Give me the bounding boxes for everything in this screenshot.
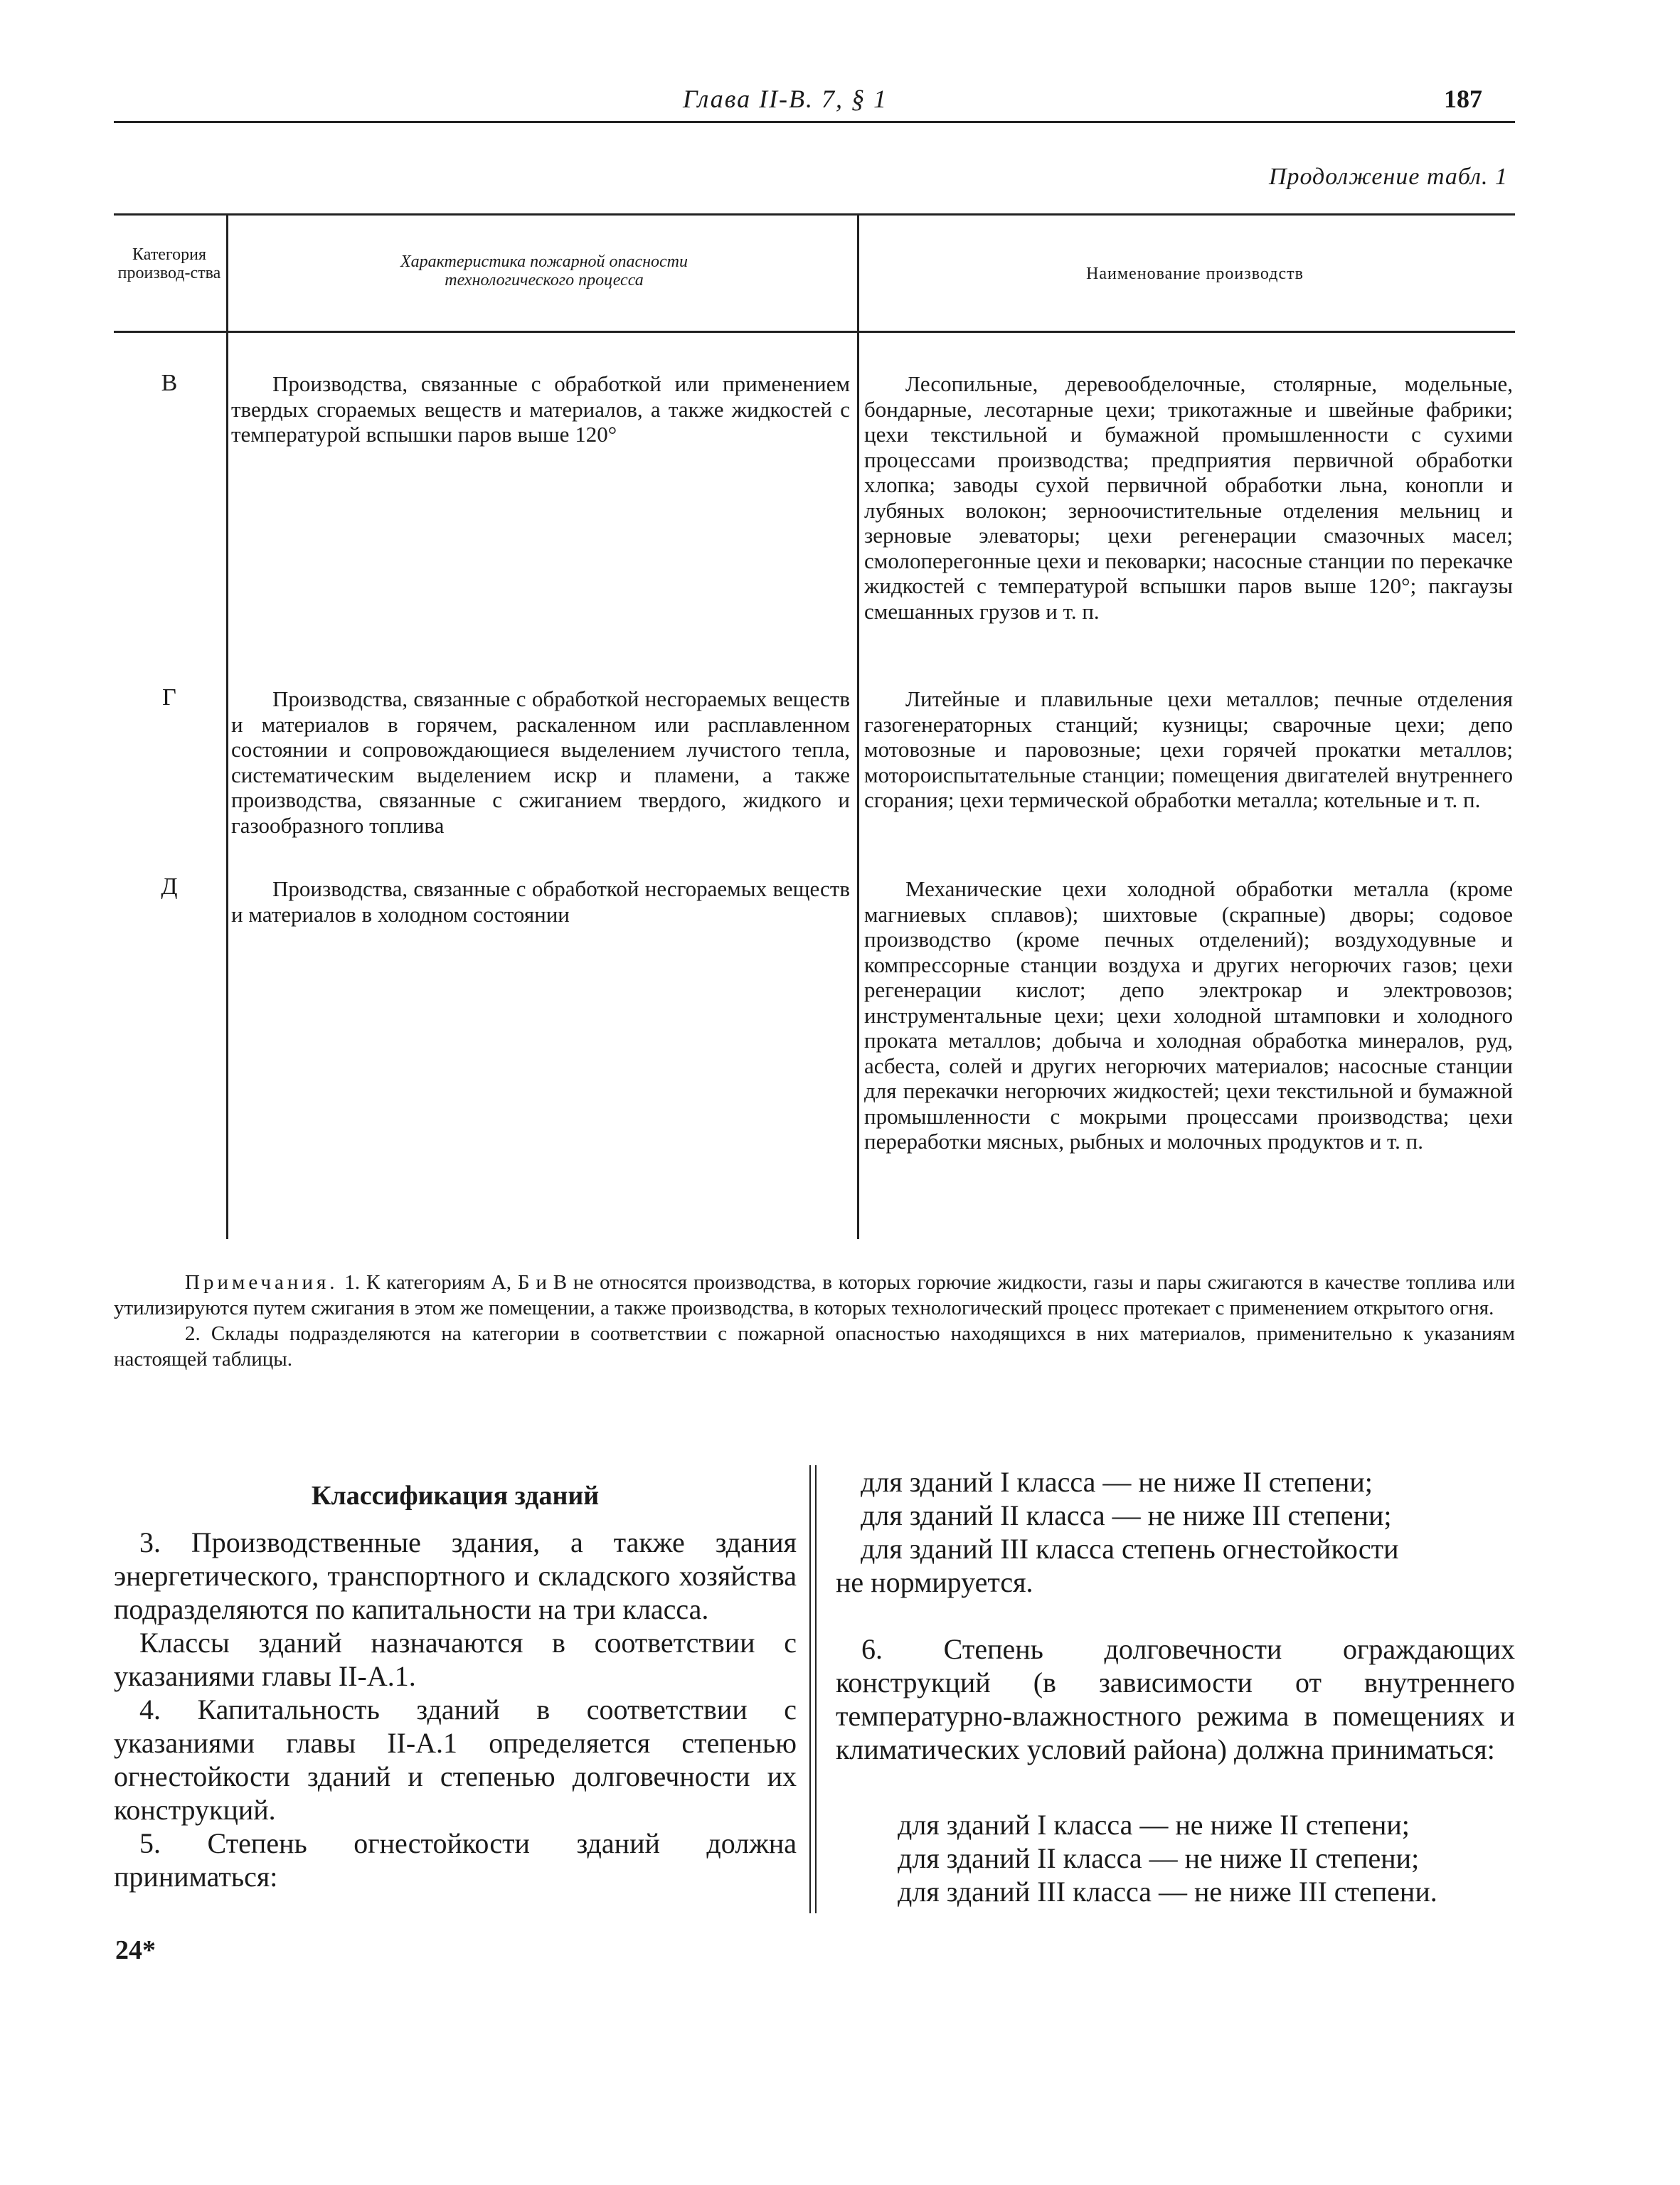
row-characteristic: Производства, связанные с обработкой несгораемых веществ и материалов в горячем, раскаленном или расплавленном состоянии и сопровождающиеся выделением лучистого тепла, систематическим выделением искр и пламени, а также производства, связанные с сжиганием твердого, жидкого и газообразного топлива xyxy=(231,686,850,838)
notes-lead: Примечания. xyxy=(185,1271,339,1294)
paragraph-3b: Классы зданий назначаются в соответствии с указаниями главы II-А.1. xyxy=(114,1627,797,1692)
section-title: Классификация зданий xyxy=(311,1481,600,1511)
paragraph-6 xyxy=(836,1632,1515,1766)
note-2: 2. Склады подразделяются на категории в соответствии с пожарной опасностью находящихся в них материалов, применительно к указаниям настоящей таблицы. xyxy=(114,1322,1515,1371)
chapter-heading: Глава II-В. 7, § 1 xyxy=(683,85,888,113)
paragraph-3: 3. Производственные здания, а также здания энергетического, транспортного и складского хозяйства подразделяются по капитальности на три класса. xyxy=(114,1526,797,1625)
col-header-category: Категория производ-ства xyxy=(117,245,221,282)
note-1: 1. К категориям А, Б и В не относятся производства, в которых горючие жидкости, газы и пары сжигаются в качестве топлива или утилизируются путем сжигания в этом же помещении, а также производства, в которых технологический процесс протекает с применением открытого огня. xyxy=(114,1271,1515,1319)
row-production: Лесопильные, деревообделочные, столярные, модельные, бондарные, лесотарные цехи; трикотажные и швейные фабрики; цехи текстильной и бумажной промышленности с сухими процессами производства; предприятия первичной обработки хлопка; заводы сухой первичной обработки льна, конопли и лубяных волокон; зерноочистительные отделения мельниц и зерновые элеваторы; цехи регенерации смазочных масел; смолоперегонные цехи и пековарки; насосные станции по перекачке жидкостей с температурой вспышки паров выше 120°; пакгаузы смешанных грузов и т. п. xyxy=(864,371,1513,624)
list-item: для зданий III класса — не ниже III степени. xyxy=(898,1876,1437,1908)
list-item: для зданий III класса степень огнестойкости xyxy=(861,1533,1399,1565)
fire-resistance-list xyxy=(861,1465,1515,1565)
col-header-characteristic: Характеристика пожарной опасности технологического процесса xyxy=(400,252,689,289)
table-divider-2 xyxy=(857,215,859,1239)
row-production: Механические цехи холодной обработки металла (кроме магниевых сплавов); шихтовые (скрапные) дворы; содовое производство (кроме печных отделений); воздуходувные и компрессорные станции воздуха и других негорючих газов; цехи регенерации кислот; депо электрокар и электровозов; инструментальные цехи; цехи холодной штамповки и холодного проката металлов; добыча и холодная обработка минералов, руд, асбеста, солей и других негорючих материалов; насосные станции для перекачки негорючих жидкостей; цехи текстильной и бумажной промышленности с мокрыми процессами производства; цехи переработки мясных, рыбных и молочных продуктов и т. п. xyxy=(864,876,1513,1154)
col-header-production: Наименование производств xyxy=(1086,265,1304,283)
row-category: Д xyxy=(161,873,178,900)
paragraph-4: 4. Капитальность зданий в соответствии с указаниями главы II-А.1 определяется степенью огнестойкости зданий и степенью долговечности их конструкций. xyxy=(114,1694,797,1826)
row-characteristic: Производства, связанные с обработкой или применением твердых сгораемых веществ и материалов, а также жидкостей с температурой вспышки паров выше 120° xyxy=(231,371,850,447)
left-column xyxy=(114,1479,797,1893)
page-number: 187 xyxy=(1444,85,1482,113)
list-item: для зданий II класса — не ниже III степени; xyxy=(861,1499,1392,1531)
row-category: В xyxy=(161,370,178,396)
list-item: для зданий I класса — не ниже II степени; xyxy=(898,1809,1410,1841)
header-rule xyxy=(114,121,1515,123)
column-rule-left xyxy=(809,1465,811,1913)
list-item: для зданий II класса — не ниже II степени; xyxy=(898,1842,1420,1874)
durability-list xyxy=(898,1808,1516,1908)
signature-mark: 24* xyxy=(115,1935,156,1965)
table-top-rule xyxy=(114,213,1515,216)
table-header-rule xyxy=(114,331,1515,333)
paragraph-5: 5. Степень огнестойкости зданий должна приниматься: xyxy=(114,1827,797,1893)
table-notes xyxy=(114,1270,1515,1372)
list-item: для зданий I класса — не ниже II степени; xyxy=(861,1466,1373,1498)
table-continuation-label: Продолжение табл. 1 xyxy=(1268,164,1508,190)
fire-list-tail xyxy=(836,1565,1515,1599)
fire-tail-text: не нормируется. xyxy=(836,1566,1033,1598)
row-category: Г xyxy=(162,684,176,711)
row-production: Литейные и плавильные цехи металлов; печные отделения газогенераторных станций; кузницы; сварочные цехи; депо мотовозные и паровозные; цехи горячей прокатки металлов; мотороиспытательные станции; помещения двигателей внутреннего сгорания; цехи термической обработки металла; котельные и т. п. xyxy=(864,686,1513,812)
table-divider-1 xyxy=(226,215,228,1239)
column-rule-right xyxy=(815,1465,817,1913)
row-characteristic: Производства, связанные с обработкой несгораемых веществ и материалов в холодном состоянии xyxy=(231,876,850,927)
paragraph-6-text: 6. Степень долговечности ограждающих конструкций (в зависимости от внутреннего температурно-влажностного режима в помещениях и климатических условий района) должна приниматься: xyxy=(836,1633,1515,1765)
